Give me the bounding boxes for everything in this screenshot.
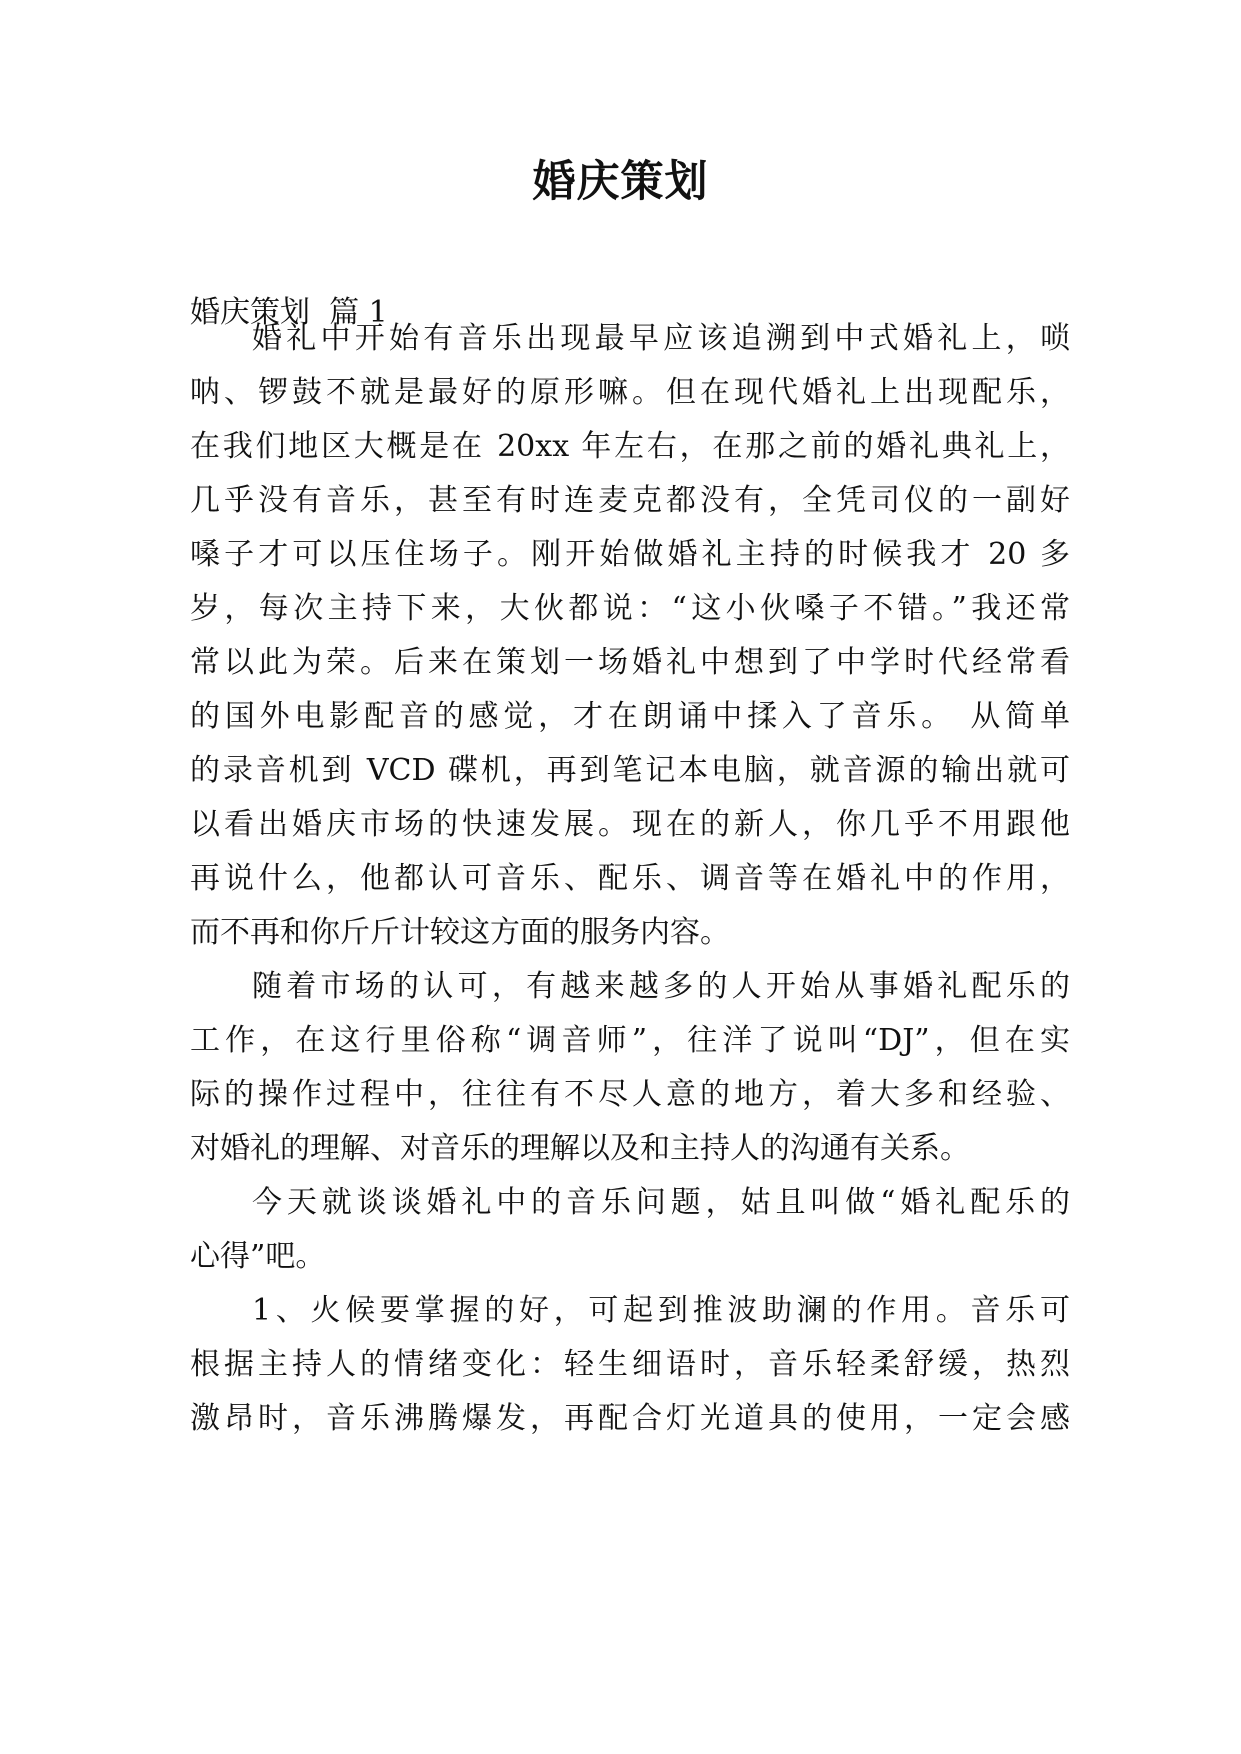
paragraph-1-line-3: 在我们地区大概是在 20xx 年左右，在那之前的婚礼典礼上，: [190, 429, 1070, 464]
paragraph-1-line-7: 常以此为荣。后来在策划一场婚礼中想到了中学时代经常看: [190, 645, 1070, 680]
paragraph-1-line-11: 再说什么，他都认可音乐、配乐、调音等在婚礼中的作用，: [190, 861, 1070, 896]
paragraph-1-line-12: 而不再和你斤斤计较这方面的服务内容。: [190, 915, 730, 950]
paragraph-1-line-9: 的录音机到 VCD 碟机，再到笔记本电脑，就音源的输出就可: [190, 753, 1070, 788]
paragraph-1-line-2: 呐、锣鼓不就是最好的原形嘛。但在现代婚礼上出现配乐，: [190, 375, 1070, 410]
paragraph-4-line-1: 1、火候要掌握的好，可起到推波助澜的作用。音乐可: [252, 1293, 1070, 1328]
paragraph-1-line-4: 几乎没有音乐，甚至有时连麦克都没有，全凭司仪的一副好: [190, 483, 1070, 518]
paragraph-1-line-5: 嗓子才可以压住场子。刚开始做婚礼主持的时候我才 20 多: [190, 537, 1070, 572]
paragraph-1-line-1: 婚礼中开始有音乐出现最早应该追溯到中式婚礼上，唢: [252, 321, 1070, 356]
paragraph-4-line-2: 根据主持人的情绪变化：轻生细语时，音乐轻柔舒缓，热烈: [190, 1347, 1070, 1382]
paragraph-2-line-1: 随着市场的认可，有越来越多的人开始从事婚礼配乐的: [252, 969, 1070, 1004]
paragraph-2-line-3: 际的操作过程中，往往有不尽人意的地方，着大多和经验、: [190, 1077, 1070, 1112]
paragraph-2-line-4: 对婚礼的理解、对音乐的理解以及和主持人的沟通有关系。: [190, 1131, 970, 1166]
paragraph-4-line-3: 激昂时，音乐沸腾爆发，再配合灯光道具的使用，一定会感: [190, 1401, 1070, 1436]
paragraph-1-line-8: 的国外电影配音的感觉，才在朗诵中揉入了音乐。 从简单: [190, 699, 1070, 734]
paragraph-3-line-1: 今天就谈谈婚礼中的音乐问题，姑且叫做“婚礼配乐的: [252, 1185, 1070, 1220]
paragraph-1-line-6: 岁，每次主持下来，大伙都说：“这小伙嗓子不错。”我还常: [190, 591, 1070, 626]
document-title: 婚庆策划: [532, 157, 709, 207]
paragraph-3-line-2: 心得”吧。: [190, 1239, 326, 1274]
paragraph-2-line-2: 工作，在这行里俗称“调音师”，往洋了说叫“DJ”，但在实: [190, 1023, 1070, 1058]
section-heading: 婚庆策划 篇 1: [190, 295, 388, 330]
paragraph-1-line-10: 以看出婚庆市场的快速发展。现在的新人，你几乎不用跟他: [190, 807, 1070, 842]
